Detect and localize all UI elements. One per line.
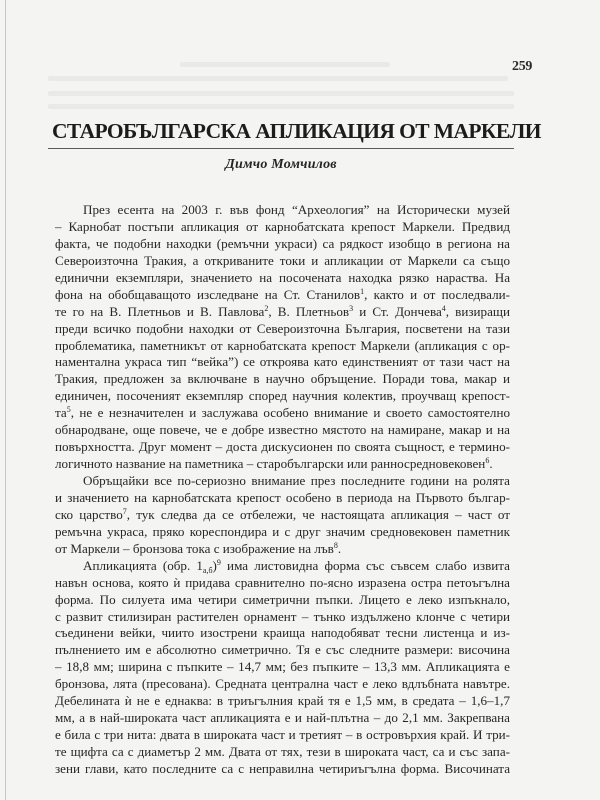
show-through-artifact (180, 62, 390, 67)
show-through-artifact (48, 76, 508, 81)
footnote-marker: 8 (333, 540, 338, 550)
body-line: те щифта са с диаметър 2 мм. Двата от тях, тези в широката част, са и със запа- (55, 744, 510, 759)
body-line: форма. По силуета има четири симетрични пъпки. Лицето е леко изпъкнало, (55, 591, 510, 607)
body-line: мм, а в най-широката част апликацията е и най-плътна – до 2,1 мм. Закрепвана (55, 710, 510, 726)
footnote-marker: 1 (360, 286, 365, 296)
article-body (55, 202, 510, 778)
footnote-marker: 6 (485, 456, 490, 466)
figure-subscript: а,б (202, 565, 213, 575)
body-line: Дебелината ѝ не е еднаква: в триъгълния край тя е 1,5 мм, в средата – 1,6–1,7 (55, 693, 510, 709)
article-title: СТАРОБЪЛГАРСКА АПЛИКАЦИЯ ОТ МАРКЕЛИ (52, 119, 541, 143)
body-line: обнародване, още повече, че е добре известно мястото на намиране, макар и на (55, 422, 510, 438)
body-line: ремъчна украса, пряко кореспондира и с друг значим средновековен паметник (55, 523, 510, 539)
body-line: – 18,8 мм; ширина с пъпките – 14,7 мм; без пъпките – 13,3 мм. Апликацията е (55, 659, 510, 675)
page-number: 259 (512, 59, 533, 74)
body-line: Апликацията (обр. $1_{а,б})^9$ има листовидна форма със съвсем слабо извита (83, 557, 510, 575)
body-line: Североизточна Тракия, а откриваните токи и апликации от Маркели са също (55, 252, 510, 268)
body-line: Тракия, предложен за включване в научно обръщение. Поради това, макар и (55, 371, 510, 387)
body-line: с развит стилизиран растителен орнамент – тънко издължено клонче с четири (55, 608, 510, 624)
footnote-marker: 4 (441, 303, 446, 313)
footnote-marker: 9 (216, 557, 221, 567)
footnote-marker: 3 (349, 303, 354, 313)
body-line: те го на В. Плетньов и В. Павлова$^2$, В. Плетньов$^3$ и Ст. Дончева$^4$, визиращи (55, 303, 511, 319)
body-line: и значението на карнобатската крепост особено в периода на Първото българ- (55, 489, 510, 505)
show-through-artifact (48, 104, 514, 109)
body-line: бронзова, лята (пресована). Средната централна част е леко вдлъбната навътре. (55, 676, 510, 692)
body-line: преди всичко подобни находки от Североизточна България, посветени на тази (55, 320, 510, 336)
body-line: единичен, посоченият екземпляр според научния колектив, проучващ крепост- (55, 388, 510, 404)
body-line: $та^5$, не е незначителен и заслужава особено внимание и своето самостоятелно (55, 405, 510, 421)
body-line: от Маркели – бронзова тока с изображение на лъв$^8$. (55, 540, 342, 556)
title-divider (48, 148, 514, 149)
footnote-marker: 2 (264, 303, 269, 313)
page-edge-line (5, 0, 6, 800)
body-line: – Карнобат постъпи апликация от карнобатската крепост Маркели. Предвид (55, 218, 510, 234)
body-line: През есента на 2003 г. във фонд “Археология” на Исторически музей (83, 202, 510, 217)
body-line: повърхността. Друг момент – доста дискусионен по своята същност, е термино- (55, 439, 510, 455)
body-line: ско царство$^7$, тук следва да се отбележи, че настоящата апликация – част от (55, 506, 511, 522)
footnote-marker: 5 (66, 405, 71, 415)
body-line: навън основа, която ѝ придава сравнително по-ясно изразена остра петоъгълна (55, 574, 510, 590)
body-line: е била с три нита: двата в широката част и третият – в островърхия край. И три- (55, 727, 510, 743)
body-line: зени глави, като последните са с неправилна четириъгълна форма. Височината (55, 760, 510, 776)
body-line: пълнението им е абсолютно симетрично. Тя е със следните размери: височина (55, 642, 510, 658)
body-line: наментална украса тип “вейка”) се откроява като единственият от тази част на (55, 354, 510, 370)
body-line: Обръщайки все по-сериозно внимание през последните години на ролята (83, 473, 510, 488)
show-through-artifact (48, 91, 514, 96)
body-line: проблематика, паметникът от карнобатската крепост Маркели (апликация с ор- (55, 337, 510, 353)
footnote-marker: 7 (122, 506, 127, 516)
body-line: съединени вейки, чиито изострени краища наподобяват тесни листенца и из- (55, 625, 510, 641)
body-line: факта, че подобни находки (ремъчни украси) са рядкост изобщо в региона на (55, 235, 510, 251)
body-line: единични екземпляри, значението на посочената находка рязко нараства. На (55, 269, 510, 285)
body-line: логичното название на паметника – старобългарски или ранносредновековен$^6$. (55, 456, 493, 472)
article-author: Димчо Момчилов (225, 157, 337, 172)
body-line: фона на обобщаващото изследване на Ст. Станилов$^1$, както и от последвали- (55, 286, 510, 302)
